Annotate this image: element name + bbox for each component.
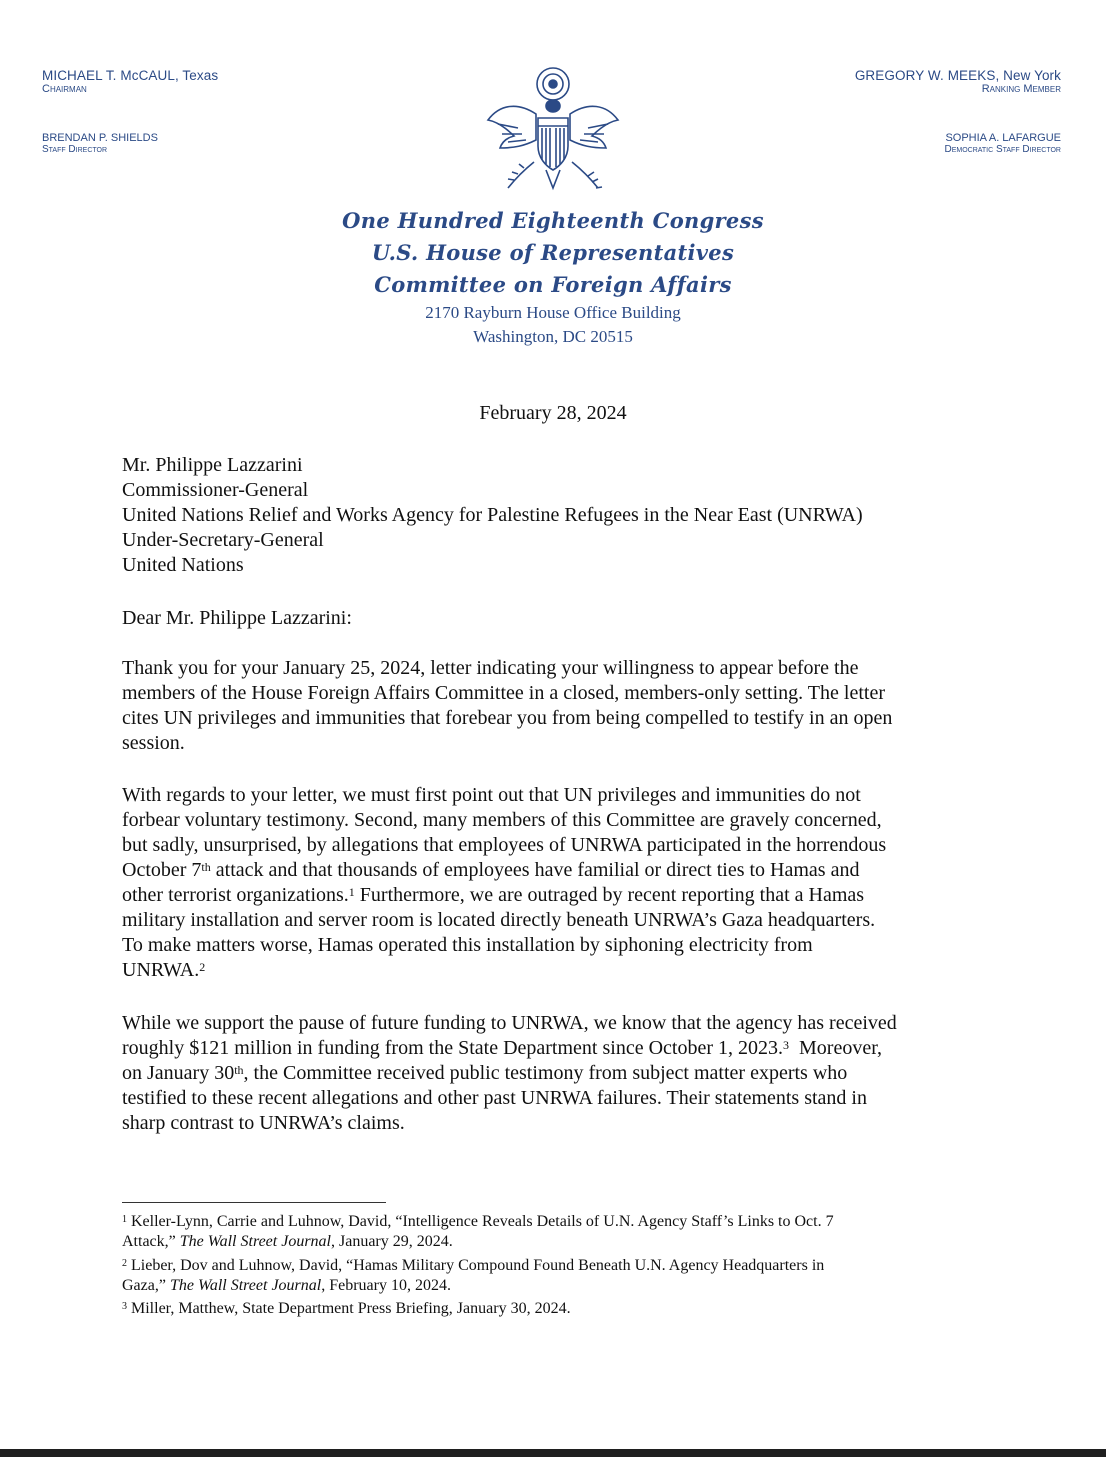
paragraph-line: testified to these recent allegations and other past UNRWA failures. Their statements stand in [122,1087,867,1109]
recipient-address [122,453,863,578]
footnote-number: 3 [122,1301,127,1312]
text-run: on January 30 [122,1062,235,1084]
text-run: attack and that thousands of employees have familial or direct ties to Hamas and [210,859,860,881]
footnote-2 [122,1256,982,1296]
footnote-ref-1[interactable]: 1 [348,885,355,899]
paragraph-line [122,1036,984,1061]
footnote-number: 2 [122,1258,127,1269]
democratic-staff-title: Democratic Staff Director [944,144,1061,155]
ranking-member-title: Ranking Member [981,83,1061,95]
house-title: U.S. House of Representatives [371,240,735,265]
recipient-line: United Nations Relief and Works Agency for Palestine Refugees in the Near East (UNRWA) [122,504,863,526]
superscript: th [201,860,211,874]
staff-director-title: Staff Director [42,144,108,155]
footnote-text: Gaza,” [122,1277,170,1294]
footnote-text: Keller-Lynn, Carrie and Luhnow, David, “Intelligence Reveals Details of U.N. Agency Staff’s Links to Oct. 7 [127,1213,834,1230]
footnote-ref-2[interactable]: 2 [199,960,206,974]
paragraph-2 [122,783,984,983]
recipient-line: United Nations [122,554,244,576]
footnote-3 [122,1299,982,1319]
staff-director-block [42,132,158,155]
paragraph-line [122,883,984,908]
paragraph-line: With regards to your letter, we must first point out that UN privileges and immunities do not [122,784,861,806]
ranking-member-name: GREGORY W. MEEKS, New York [854,68,1061,83]
superscript: th [234,1063,244,1077]
democratic-staff-name: SOPHIA A. LAFARGUE [945,132,1061,144]
paragraph-line: Thank you for your January 25, 2024, letter indicating your willingness to appear before the [122,657,859,679]
bottom-edge-bar [0,1449,1106,1457]
text-run: other terrorist organizations. [122,884,349,906]
publication-name: The Wall Street Journal [179,1233,331,1250]
paragraph-line: military installation and server room is located directly beneath UNRWA’s Gaza headquarters. [122,909,876,931]
footnote-ref-3[interactable]: 3 [783,1038,789,1052]
footnote-line [122,1256,982,1276]
publication-name: The Wall Street Journal [169,1277,322,1294]
paragraph-line: To make matters worse, Hamas operated this installation by siphoning electricity from [122,934,813,956]
paragraph-line: forbear voluntary testimony. Second, many members of this Committee are gravely concerned, [122,809,882,831]
footnote-text: Miller, Matthew, State Department Press Briefing, January 30, 2024. [127,1300,571,1317]
footnote-line [122,1276,982,1296]
footnote-1 [122,1212,982,1252]
paragraph-line: session. [122,732,185,754]
text-run: , the Committee received public testimony from subject matter experts who [243,1062,848,1084]
address-line-1: 2170 Rayburn House Office Building [425,303,681,322]
paragraph-line: cites UN privileges and immunities that forebear you from being compelled to testify in an open [122,707,893,729]
paragraph-line: sharp contrast to UNRWA’s claims. [122,1112,405,1134]
paragraph-line [122,958,984,983]
salutation: Dear Mr. Philippe Lazzarini: [122,607,352,629]
text-run: Moreover, [789,1037,883,1059]
text-run: UNRWA. [122,959,200,981]
staff-director-name: BRENDAN P. SHIELDS [42,132,158,144]
committee-title: Committee on Foreign Affairs [374,272,732,297]
footnote-line [122,1232,982,1252]
paragraph-line [122,1061,984,1086]
footnote-line [122,1299,982,1319]
footnote-text: Lieber, Dov and Luhnow, David, “Hamas Military Compound Found Beneath U.N. Agency Headquarters in [127,1257,825,1274]
footnote-number: 1 [122,1214,127,1225]
paragraph-3 [122,1011,984,1136]
recipient-line: Commissioner-General [122,479,309,501]
paragraph-line: but sadly, unsurprised, by allegations that employees of UNRWA participated in the horrendous [122,834,887,856]
text-run: October 7 [122,859,202,881]
chairman-title: Chairman [42,83,87,95]
text-run: Furthermore, we are outraged by recent reporting that a Hamas [354,884,865,906]
democratic-staff-block [944,132,1061,155]
footnote-divider [122,1202,386,1203]
footnote-text: , February 10, 2024. [321,1277,451,1294]
recipient-line: Mr. Philippe Lazzarini [122,454,303,476]
congress-title: One Hundred Eighteenth Congress [342,208,764,233]
footnote-text: , January 29, 2024. [331,1233,453,1250]
paragraph-1 [122,656,984,756]
letter-date: February 28, 2024 [479,402,627,424]
recipient-line: Under-Secretary-General [122,529,324,551]
chairman-block [42,68,218,95]
address-line-2: Washington, DC 20515 [473,327,633,346]
footnote-text: Attack,” [122,1233,180,1250]
paragraph-line: members of the House Foreign Affairs Committee in a closed, members-only setting. The letter [122,682,885,704]
paragraph-line [122,858,984,883]
letterhead [0,205,1106,349]
text-run: roughly $121 million in funding from the State Department since October 1, 2023. [122,1037,783,1059]
paragraph-line: While we support the pause of future funding to UNRWA, we know that the agency has received [122,1012,897,1034]
footnote-line [122,1212,982,1232]
ranking-member-block [855,68,1061,95]
chairman-name: MICHAEL T. McCAUL, Texas [42,68,219,83]
eagle-seal-icon [478,62,628,202]
